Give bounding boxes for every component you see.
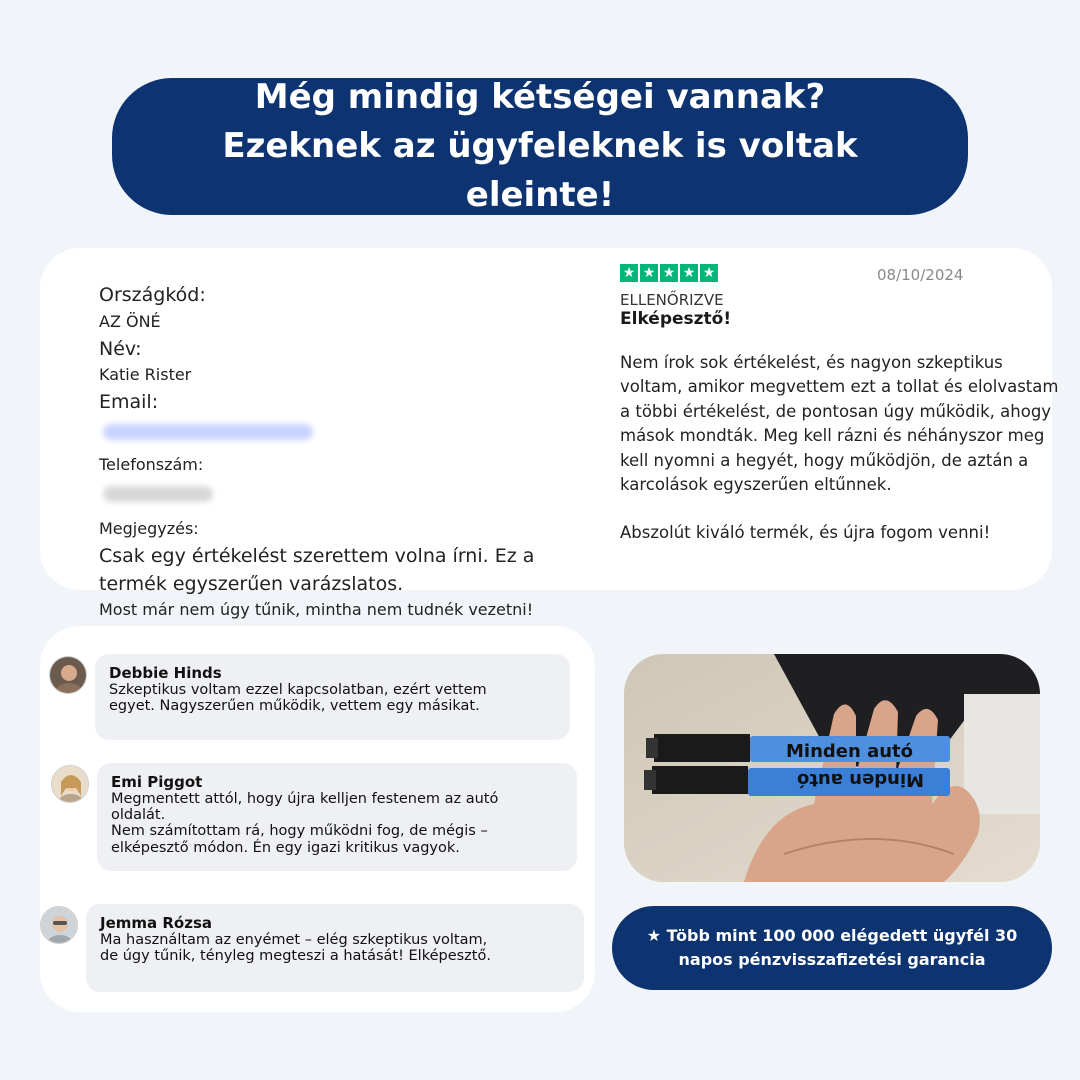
comment-author: Emi Piggot (111, 773, 203, 791)
review-date: 08/10/2024 (877, 266, 964, 284)
country-value: AZ ÖNÉ (99, 311, 161, 331)
name-value: Katie Rister (99, 365, 192, 385)
review-body (620, 351, 1060, 546)
header-banner (112, 78, 968, 215)
review-paragraph: Nem írok sok értékelést, és nagyon szkeptikus voltam, amikor megvettem ezt a tollat és elolvastam a többi értékelést, de pontosan úgy működik, ahogy mások mondták. Meg kell rázni és néhányszor meg kell nyomni a hegyét, hogy működjön, de aztán a karcolások egyszerűen eltűnnek. (620, 353, 1059, 495)
phone-value-blurred (103, 486, 213, 502)
contact-form-screenshot (99, 283, 569, 646)
star-icon: ★ (680, 264, 698, 282)
review-title: Elképesztő! (620, 309, 732, 329)
country-label: Országkód: (99, 284, 206, 306)
avatar (49, 656, 87, 694)
pen-label: Minden autó (796, 769, 924, 790)
note-main-text: Csak egy értékelést szerettem volna írni. Ez a termék egyszerűen varázslatos. (99, 545, 535, 595)
comment-text: Ma használtam az enyémet – elég szkeptikus voltam, de úgy tűnik, tényleg megteszi a hatását! Elképesztő. (100, 932, 491, 965)
guarantee-badge (612, 906, 1052, 990)
guarantee-text: ★ Több mint 100 000 elégedett ügyfél 30 napos pénzvisszafizetési garancia (646, 926, 1018, 969)
email-value-blurred (103, 424, 313, 440)
review-paragraph: Abszolút kiváló termék, és újra fogom venni! (620, 523, 991, 543)
star-icon: ★ (700, 264, 718, 282)
pen-label: Minden autó (786, 741, 914, 762)
star-icon: ★ (620, 264, 638, 282)
comment-text: Megmentett attól, hogy újra kelljen festenem az autó oldalát. Nem számítottam rá, hogy működni fog, de mégis – elképesztő módon. Én egy igazi kritikus vagyok. (111, 791, 499, 856)
comment-bubble (95, 654, 570, 740)
product-photo (624, 654, 1040, 882)
marker-pen-top (646, 734, 950, 762)
avatar (51, 765, 89, 803)
comment-bubble (97, 763, 577, 871)
avatar (40, 906, 78, 944)
page-title: Még mindig kétségei vannak? Ezeknek az ügyfeleknek is voltak eleinte! (222, 76, 858, 216)
marker-pen-bottom (644, 766, 950, 796)
review-block (620, 264, 1060, 546)
comment-text: Szkeptikus voltam ezzel kapcsolatban, ezért vettem egyet. Nagyszerűen működik, vettem egy másikat. (109, 682, 487, 715)
verified-badge: ELLENŐRIZVE (620, 291, 724, 309)
comment-author: Debbie Hinds (109, 664, 222, 682)
comment-bubble (86, 904, 584, 992)
star-rating (620, 264, 1060, 282)
note-label: Megjegyzés: (99, 518, 199, 538)
star-icon: ★ (640, 264, 658, 282)
email-label: Email: (99, 391, 159, 414)
comment-author: Jemma Rózsa (100, 914, 212, 932)
note-extra-text: Most már nem úgy tűnik, mintha nem tudnék vezetni! (99, 600, 534, 620)
name-label: Név: (99, 337, 142, 360)
star-icon: ★ (660, 264, 678, 282)
phone-label: Telefonszám: (99, 454, 204, 474)
